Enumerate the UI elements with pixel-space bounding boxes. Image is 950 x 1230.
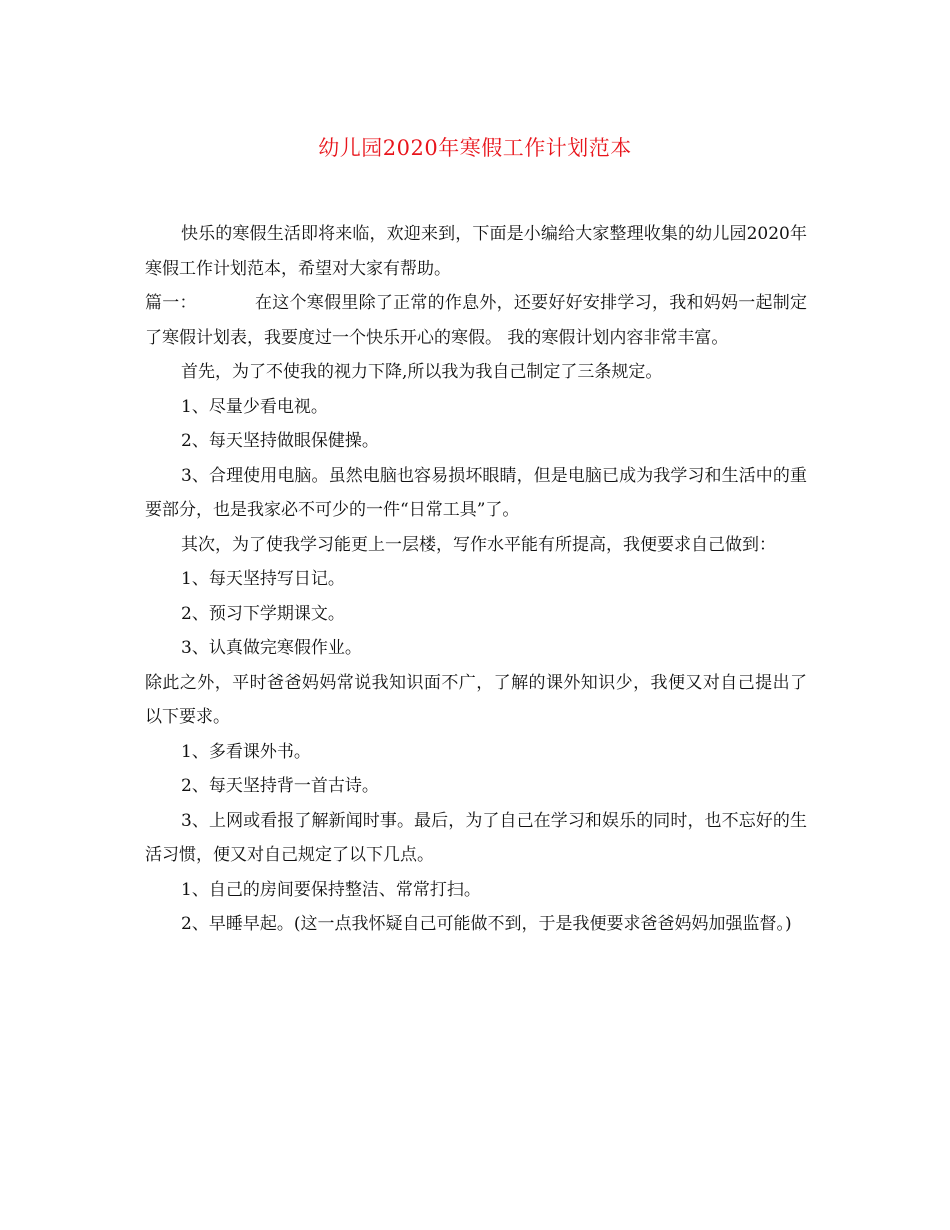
document-body: [145, 217, 807, 942]
section-paragraph: [145, 286, 807, 355]
section-text: 在这个寒假里除了正常的作息外，还要好好安排学习，我和妈妈一起制定了寒假计划表，我要度过一个快乐开心的寒假。 我的寒假计划内容非常丰富。: [145, 293, 808, 348]
list-item: 2、每天坚持做眼保健操。: [181, 431, 379, 451]
list-item: 2、每天坚持背一首古诗。: [181, 776, 379, 796]
document-title: 幼儿园2020年寒假工作计划范本: [318, 136, 632, 160]
section-label: 篇一：: [145, 293, 197, 313]
list-item: 2、早睡早起。(这一点我怀疑自己可能做不到，于是我便要求爸爸妈妈加强监督。): [181, 914, 792, 934]
list-item: 1、每天坚持写日记。: [181, 569, 345, 589]
list-item: 1、多看课外书。: [181, 741, 311, 762]
paragraph: 其次，为了使我学习能更上一层楼，写作水平能有所提高，我便要求自己做到：: [181, 534, 776, 555]
list-item: 2、预习下学期课文。: [181, 603, 345, 624]
intro-paragraph: 快乐的寒假生活即将来临，欢迎来到，下面是小编给大家整理收集的幼儿园2020年寒假工作计划范本，希望对大家有帮助。: [145, 224, 807, 279]
list-item: 3、合理使用电脑。虽然电脑也容易损坏眼睛，但是电脑已成为我学习和生活中的重要部分，也是我家必不可少的一件“日常工具”了。: [145, 465, 807, 520]
paragraph: 除此之外，平时爸爸妈妈常说我知识面不广，了解的课外知识少，我便又对自己提出了以下要求。: [145, 672, 807, 727]
list-item: 1、自己的房间要保持整洁、常常打扫。: [181, 879, 481, 900]
list-item: 3、认真做完寒假作业。: [181, 638, 362, 658]
paragraph: 首先，为了不使我的视力下降,所以我为我自己制定了三条规定。: [181, 362, 663, 382]
list-item: 3、上网或看报了解新闻时事。最后，为了自己在学习和娱乐的同时，也不忘好的生活习惯，便又对自己规定了以下几点。: [145, 810, 807, 865]
list-item: 1、尽量少看电视。: [181, 396, 328, 417]
